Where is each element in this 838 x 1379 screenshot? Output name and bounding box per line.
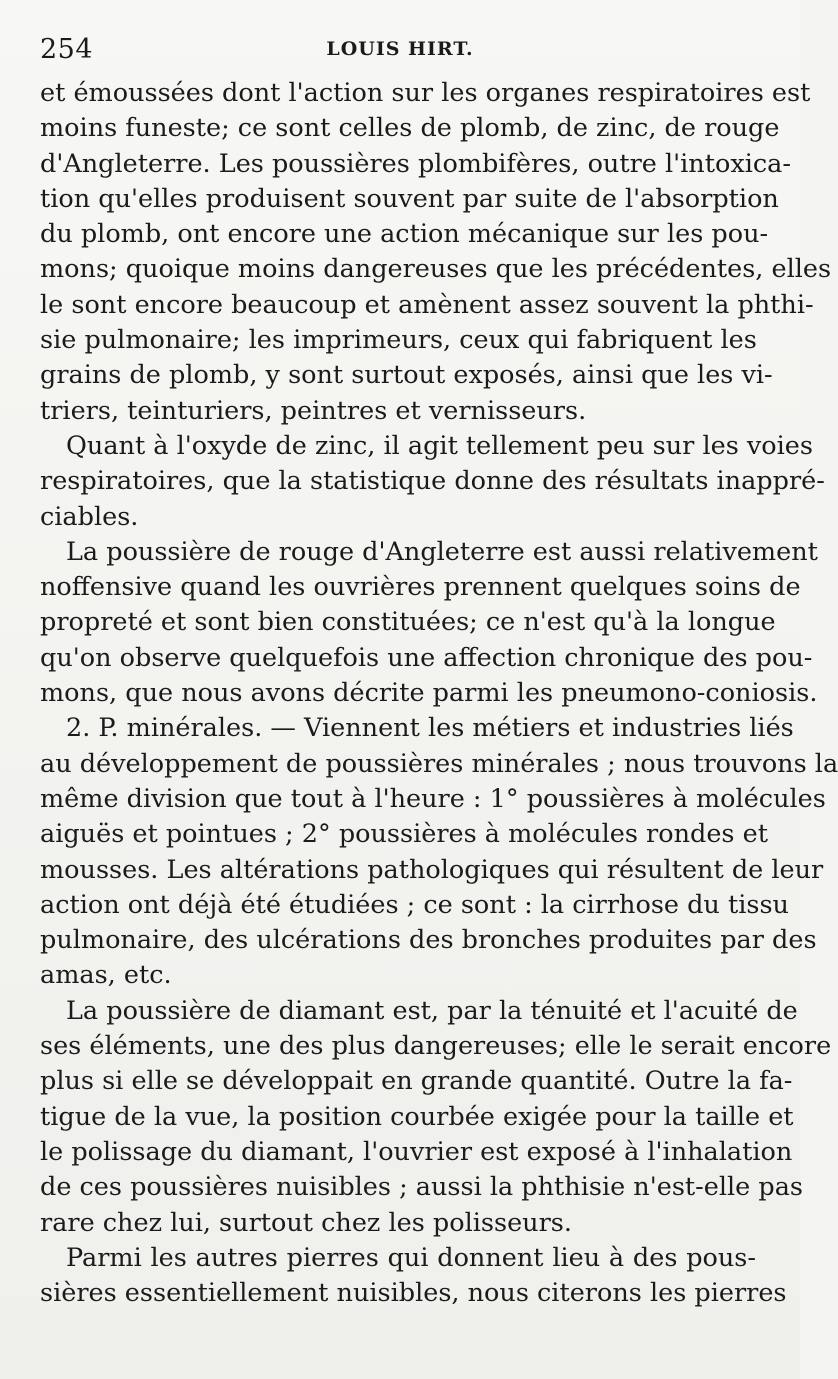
text-line: tigue de la vue, la position courbée exigée pour la taille et xyxy=(40,1101,794,1132)
running-head: LOUIS HIRT. xyxy=(326,38,474,60)
text-line: aiguës et pointues ; 2° poussières à molécules rondes et xyxy=(40,819,768,850)
text-line: rare chez lui, surtout chez les polisseurs. xyxy=(40,1207,572,1238)
text-line: pulmonaire, des ulcérations des bronches produites par des xyxy=(40,925,817,956)
text-line: mousses. Les altérations pathologiques qui résultent de leur xyxy=(40,854,824,885)
text-line: sières essentiellement nuisibles, nous citerons les pierres xyxy=(40,1278,787,1309)
text-line: le polissage du diamant, l'ouvrier est exposé à l'inhalation xyxy=(40,1136,793,1167)
text-line: action ont déjà été étudiées ; ce sont : la cirrhose du tissu xyxy=(40,889,789,920)
paragraph-start-line: La poussière de diamant est, par la ténuité et l'acuité de xyxy=(66,995,798,1026)
text-line: noffensive quand les ouvrières prennent quelques soins de xyxy=(40,572,801,603)
text-line: le sont encore beaucoup et amènent assez souvent la phthi- xyxy=(40,289,814,320)
page-number: 254 xyxy=(40,34,94,65)
text-line: respiratoires, que la statistique donne des résultats inappré- xyxy=(40,466,825,497)
text-line: mons; quoique moins dangereuses que les précédentes, elles xyxy=(40,254,832,285)
text-line: ciables. xyxy=(40,501,139,532)
text-line: au développement de poussières minérales ; nous trouvons la xyxy=(40,748,838,779)
page-header xyxy=(40,34,760,66)
text-line: qu'on observe quelquefois une affection chronique des pou- xyxy=(40,642,813,673)
text-line: propreté et sont bien constituées; ce n'est qu'à la longue xyxy=(40,607,776,638)
paragraph-start-line: La poussière de rouge d'Angleterre est aussi relativement xyxy=(66,536,818,567)
paragraph-start-line: Quant à l'oxyde de zinc, il agit tellement peu sur les voies xyxy=(66,430,813,461)
text-body xyxy=(40,76,838,1311)
text-line: et émoussées dont l'action sur les organes respiratoires est xyxy=(40,78,811,108)
text-line: moins funeste; ce sont celles de plomb, de zinc, de rouge xyxy=(40,113,780,144)
text-line: tion qu'elles produisent souvent par suite de l'absorption xyxy=(40,183,779,214)
text-line: même division que tout à l'heure : 1° poussières à molécules xyxy=(40,783,826,814)
text-line: d'Angleterre. Les poussières plombifères, outre l'intoxica- xyxy=(40,148,791,179)
text-line: plus si elle se développait en grande quantité. Outre la fa- xyxy=(40,1066,793,1097)
paragraph-start-line: Parmi les autres pierres qui donnent lieu à des pous- xyxy=(66,1242,756,1273)
text-line: ses éléments, une des plus dangereuses; elle le serait encore xyxy=(40,1031,832,1062)
text-line: sie pulmonaire; les imprimeurs, ceux qui fabriquent les xyxy=(40,325,757,356)
text-line: de ces poussières nuisibles ; aussi la phthisie n'est-elle pas xyxy=(40,1172,803,1203)
text-line: du plomb, ont encore une action mécanique sur les pou- xyxy=(40,219,769,250)
text-line: grains de plomb, y sont surtout exposés, ainsi que les vi- xyxy=(40,360,773,391)
text-line: mons, que nous avons décrite parmi les pneumono-coniosis. xyxy=(40,678,818,709)
text-line: amas, etc. xyxy=(40,960,172,991)
text-line: triers, teinturiers, peintres et vernisseurs. xyxy=(40,395,587,426)
section-heading-line: 2. P. minérales. — Viennent les métiers et industries liés xyxy=(66,713,794,744)
